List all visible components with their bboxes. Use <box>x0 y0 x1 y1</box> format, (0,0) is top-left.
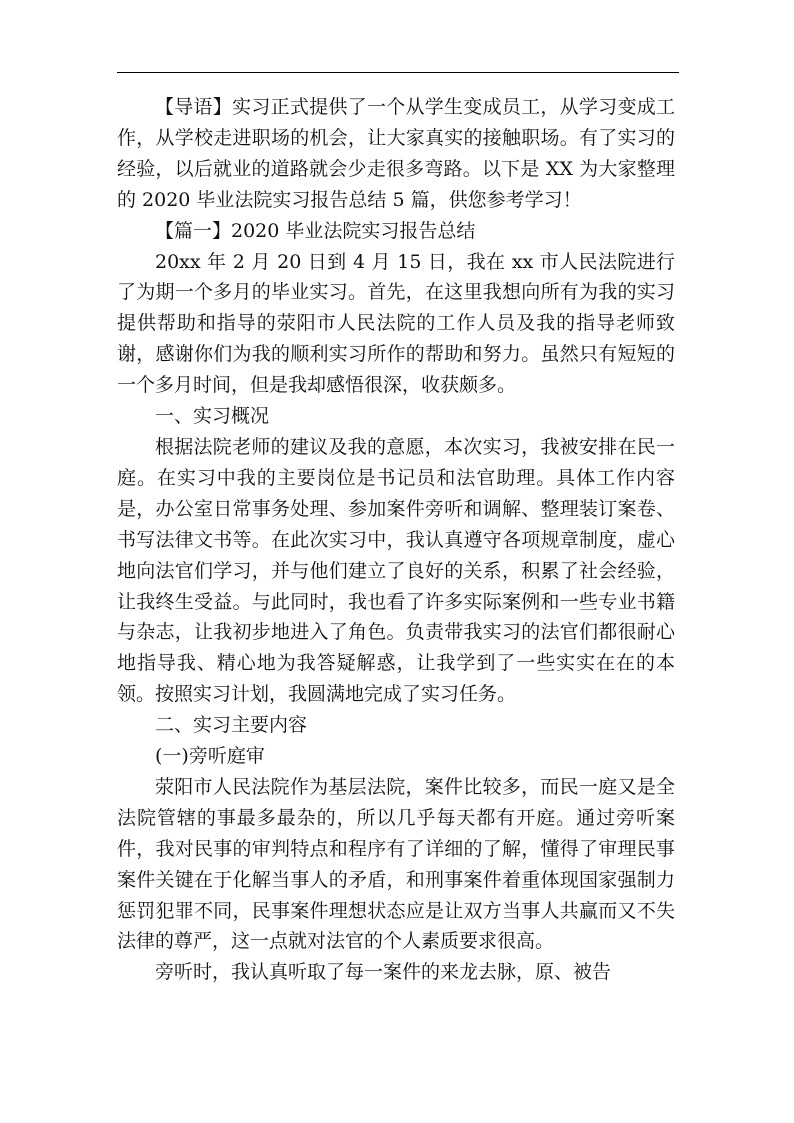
section-heading-part-one: 【篇一】2020 毕业法院实习报告总结 <box>155 219 476 242</box>
header-rule <box>117 72 679 73</box>
body-paragraph: 旁听时，我认真听取了每一案件的来龙去脉，原、被告 <box>155 961 612 984</box>
body-paragraph: 根据法院老师的建议及我的意愿，本次实习，我被安排在民一庭。在实习中我的主要岗位是书记员和法官助理。具体工作内容是，办公室日常事务处理、参加案件旁听和调解、整理装订案卷、书写法律文书等。在此次实习中，我认真遵守各项规章制度，虚心地向法官们学习，并与他们建立了良好的关系，积累了社会经验，让我终生受益。与此同时，我也看了许多实际案例和一些专业书籍与杂志，让我初步地进入了角色。负责带我实习的法官们都很耐心地指导我、精心地为我答疑解惑，让我学到了一些实实在在的本领。按照实习计划，我圆满地完成了实习任务。 <box>117 435 675 706</box>
body-paragraph: 20xx 年 2 月 20 日到 4 月 15 日，我在 xx 市人民法院进行了为期一个多月的毕业实习。首先，在这里我想向所有为我的实习提供帮助和指导的荥阳市人民法院的工作人员及我的指导老师致谢，感谢你们为我的顺利实习所作的帮助和努力。虽然只有短短的一个多月时间，但是我却感悟很深，收获颇多。 <box>117 250 675 397</box>
section-heading-main-content: 二、实习主要内容 <box>155 714 308 737</box>
intro-paragraph: 【导语】实习正式提供了一个从学生变成员工，从学习变成工作，从学校走进职场的机会，让大家真实的接触职场。有了实习的经验，以后就业的道路就会少走很多弯路。以下是 XX 为大家整理的 2020 毕业法院实习报告总结 5 篇，供您参考学习！ <box>117 96 675 211</box>
subsection-heading-hearing: (一)旁听庭审 <box>155 745 265 768</box>
body-paragraph: 荥阳市人民法院作为基层法院，案件比较多，而民一庭又是全法院管辖的事最多最杂的，所以几乎每天都有开庭。通过旁听案件，我对民事的审判特点和程序有了详细的了解，懂得了审理民事案件关键在于化解当事人的矛盾，和刑事案件着重体现国家强制力惩罚犯罪不同，民事案件理想状态应是让双方当事人共赢而又不失法律的尊严，这一点就对法官的个人素质要求很高。 <box>117 775 675 953</box>
document-body <box>117 92 675 988</box>
section-heading-overview: 一、实习概况 <box>155 405 270 428</box>
